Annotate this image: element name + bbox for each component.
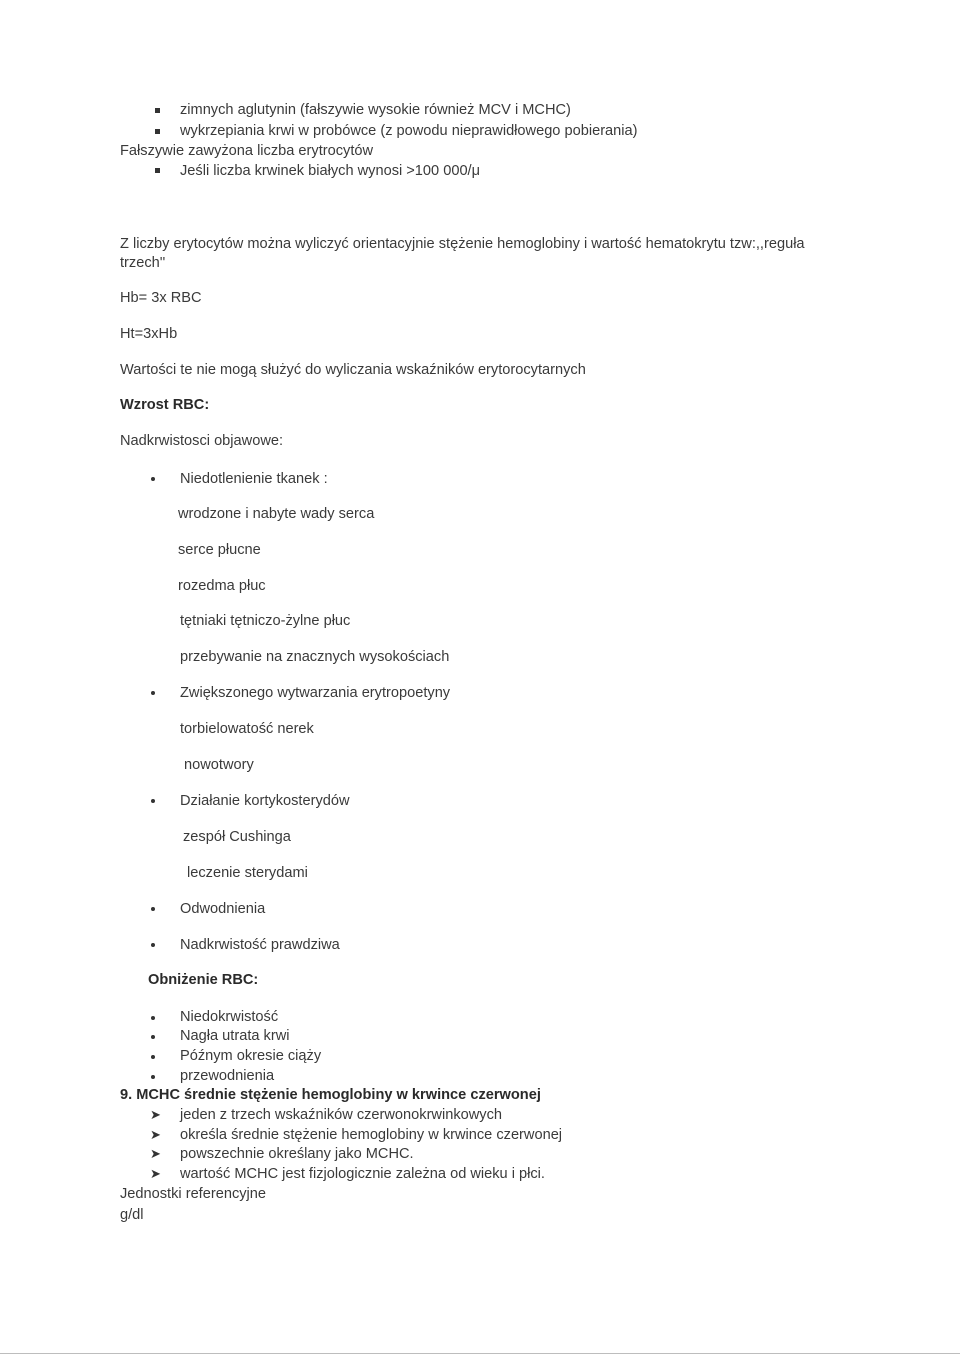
sub-item: tętniaki tętniczo-żylne płuc: [180, 613, 351, 629]
list-item: Jeśli liczba krwinek białych wynosi >100 000/μ: [180, 163, 481, 179]
list-item: Działanie kortykosterydów: [180, 793, 350, 809]
list-item: zimnych aglutynin (fałszywie wysokie również MCV i MCHC): [180, 102, 571, 118]
arrow-bullet-icon: ➤: [150, 1127, 161, 1142]
square-bullet-icon: [155, 168, 160, 173]
sub-item: nowotwory: [184, 757, 254, 773]
list-item: Nagła utrata krwi: [180, 1028, 290, 1044]
scan-edge-line: [0, 1353, 960, 1354]
section-heading: 9. MCHC średnie stężenie hemoglobiny w krwince czerwonej: [120, 1087, 541, 1103]
section-heading: Obniżenie RBC:: [148, 972, 259, 988]
sub-item: torbielowatość nerek: [180, 721, 314, 737]
sub-item: zespół Cushinga: [183, 829, 291, 845]
list-item: Zwiększonego wytwarzania erytropoetyny: [180, 685, 451, 701]
formula: Ht=3xHb: [120, 326, 178, 342]
list-item: Niedotlenienie tkanek :: [180, 471, 328, 487]
sub-item: serce płucne: [178, 542, 261, 558]
paragraph: Z liczby erytocytów można wyliczyć orientacyjnie stężenie hemoglobiny i wartość hematokrytu tzw:,,reguła: [120, 236, 805, 252]
list-item: jeden z trzech wskaźników czerwonokrwinkowych: [180, 1107, 502, 1123]
sub-item: rozedma płuc: [178, 578, 266, 594]
round-bullet-icon: [151, 1075, 155, 1079]
list-item: przewodnienia: [180, 1068, 275, 1084]
list-item: Niedokrwistość: [180, 1009, 279, 1025]
round-bullet-icon: [151, 943, 155, 947]
paragraph: Fałszywie zawyżona liczba erytrocytów: [120, 143, 374, 159]
arrow-bullet-icon: ➤: [150, 1107, 161, 1122]
paragraph: Wartości te nie mogą służyć do wyliczania wskaźników erytorocytarnych: [120, 362, 586, 378]
paragraph: Nadkrwistosci objawowe:: [120, 433, 284, 449]
round-bullet-icon: [151, 1035, 155, 1039]
arrow-bullet-icon: ➤: [150, 1146, 161, 1161]
round-bullet-icon: [151, 477, 155, 481]
list-item: Odwodnienia: [180, 901, 266, 917]
list-item: Nadkrwistość prawdziwa: [180, 937, 340, 953]
list-item: wykrzepiania krwi w probówce (z powodu nieprawidłowego pobierania): [180, 123, 638, 139]
sub-item: przebywanie na znacznych wysokościach: [180, 649, 450, 665]
list-item: wartość MCHC jest fizjologicznie zależna od wieku i płci.: [180, 1166, 545, 1182]
round-bullet-icon: [151, 907, 155, 911]
section-heading: Wzrost RBC:: [120, 397, 210, 413]
list-item: określa średnie stężenie hemoglobiny w krwince czerwonej: [180, 1127, 563, 1143]
arrow-bullet-icon: ➤: [150, 1166, 161, 1181]
square-bullet-icon: [155, 129, 160, 134]
round-bullet-icon: [151, 1016, 155, 1020]
round-bullet-icon: [151, 799, 155, 803]
formula: Hb= 3x RBC: [120, 290, 202, 306]
list-item: powszechnie określany jako MCHC.: [180, 1146, 414, 1162]
sub-item: wrodzone i nabyte wady serca: [178, 506, 375, 522]
round-bullet-icon: [151, 691, 155, 695]
round-bullet-icon: [151, 1055, 155, 1059]
paragraph: trzech'': [120, 255, 166, 271]
square-bullet-icon: [155, 108, 160, 113]
paragraph: g/dl: [120, 1207, 144, 1223]
list-item: Późnym okresie ciąży: [180, 1048, 322, 1064]
paragraph: Jednostki referencyjne: [120, 1186, 267, 1202]
sub-item: leczenie sterydami: [187, 865, 308, 881]
